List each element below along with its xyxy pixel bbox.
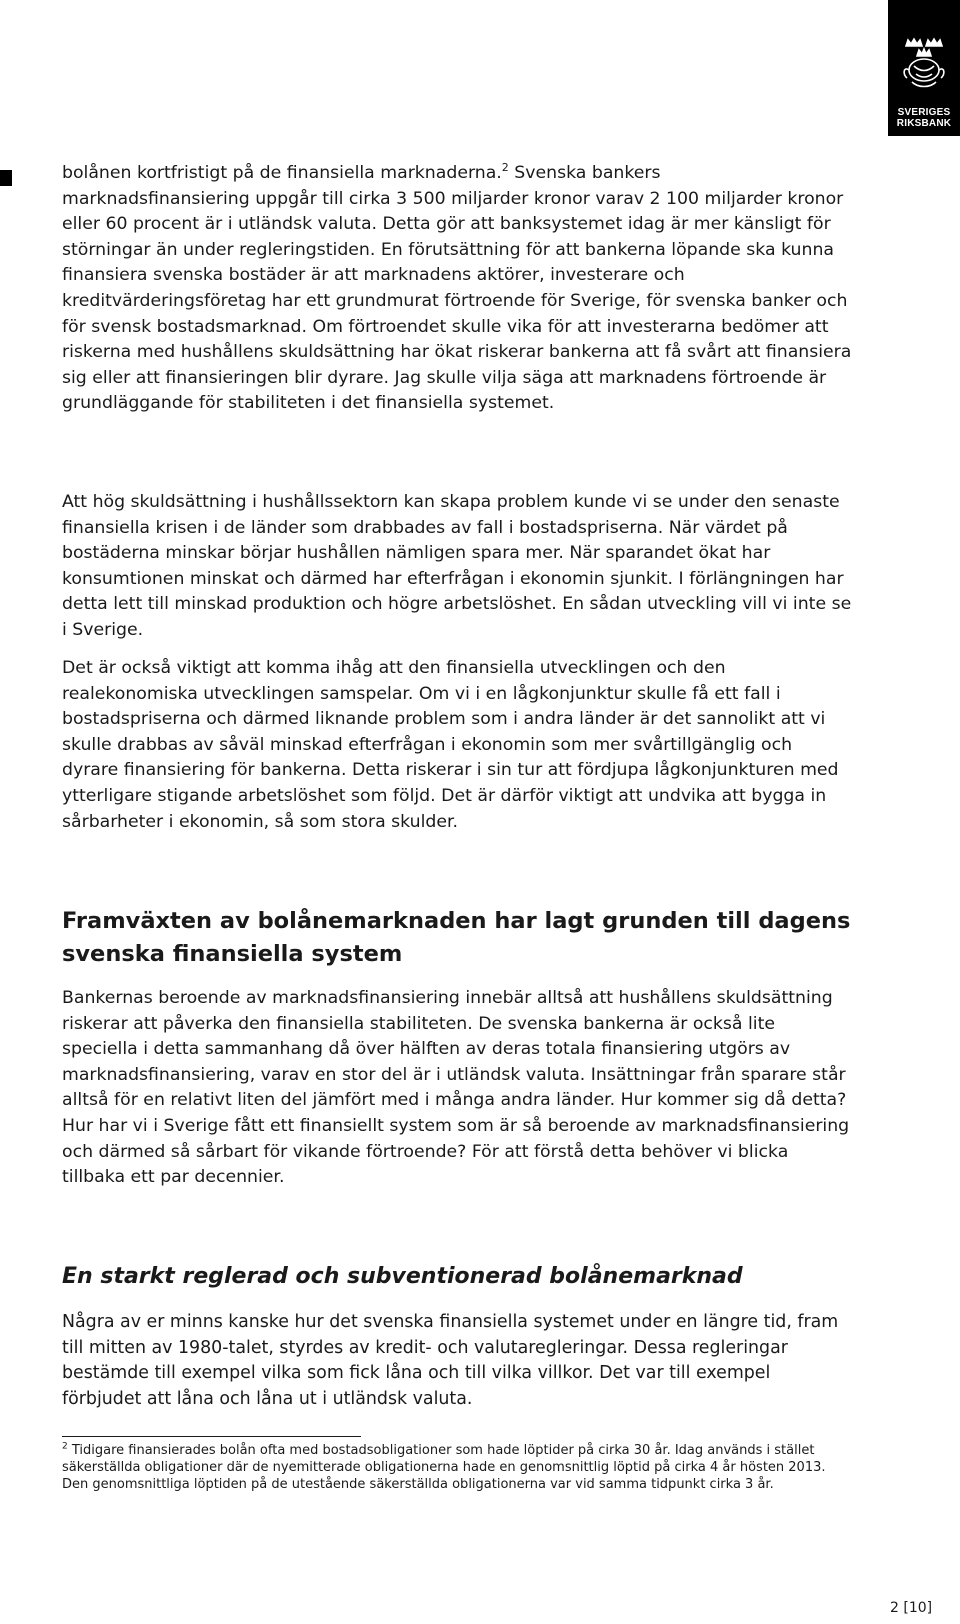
paragraph-5: Några av er minns kanske hur det svenska finansiella systemet under en längre tid, fram till mitten av 1980-talet, styrdes av kredit- och valutaregleringar. Dessa regleringar bestämde till exempel vilka som fick låna och till vilka villkor. Det var till exempel förbjudet att låna och låna ut i utländsk valuta.: [62, 1312, 839, 1409]
page-number: 2 [10]: [890, 1600, 933, 1616]
paragraph-2: Att hög skuldsättning i hushållssektorn kan skapa problem kunde vi se under den senaste finansiella krisen i de länder som drabbades av fall i bostadspriserna. När värdet på bostäderna minskar börjar hushållen nämligen spara mer. När sparandet ökat har konsumtionen minskat och därmed har efterfrågan i ekonomin sjunkit. I förlängningen har detta lett till minskad produktion och högre arbetslöshet. En sådan utveckling vill vi inte se i Sverige.: [62, 492, 852, 640]
logo-text-riksbank: RIKSBANK: [896, 118, 952, 129]
logo-text-sveriges: SVERIGES: [897, 107, 951, 118]
footnote: [62, 1442, 852, 1494]
footnote-number: 2: [62, 1441, 68, 1452]
paragraph-4: Bankernas beroende av marknadsfinansiering innebär alltså att hushållens skuldsättning riskerar att påverka den finansiella stabiliteten. De svenska bankerna är också lite speciella i detta sammanhang då över hälften av deras totala finansiering utgörs av marknadsfinansiering, varav en stor del är i utländsk valuta. Insättningar från sparare står alltså för en relativt liten del jämfört med i många andra länder. Hur kommer sig då detta? Hur har vi i Sverige fått ett finansiellt system som är så beroende av marknadsfinansiering och därmed så sårbart för vikande förtroende? För att förstå detta behöver vi blicka tillbaka ett par decennier.: [62, 988, 850, 1188]
subsection-heading: En starkt reglerad och subventionerad bolånemarknad: [62, 1264, 743, 1289]
paragraph-1: bolånen kortfristigt på de finansiella marknaderna.$^2$ Svenska bankers marknadsfinansiering uppgår till cirka 3 500 miljarder kronor varav 2 100 miljarder kronor eller 60 procent är i utländsk valuta. Detta gör att banksystemet idag är mer känsligt för störningar än under regleringstiden. En förutsättning för att bankerna löpande ska kunna finansiera svenska bostäder är att marknadens aktörer, investerare och kreditvärderingsföretag har ett grundmurat förtroende för Sverige, för svenska banker och för svensk bostadsmarknad. Om förtroendet skulle vika för att investerarna bedömer att riskerna med hushållens skuldsättning har ökat riskerar bankerna att få svårt att finansiera sig eller att finansieringen blir dyrare. Jag skulle vilja säga att marknadens förtroende är grundläggande för stabiliteten i det finansiella systemet.: [62, 161, 852, 414]
riksbank-logo: [888, 0, 960, 136]
footnote-reference: 2: [501, 161, 509, 175]
footnote-text: Tidigare finansierades bolån ofta med bostadsobligationer som hade löptider på cirka 30 år. Idag används i stället säkerställda obligationer där de nyemitterade obligationerna hade en genomsnittlig löptid på cirka 4 år hösten 2013. Den genomsnittliga löptiden på de utestående säkerställda obligationerna var vid samma tidpunkt cirka 3 år.: [62, 1443, 826, 1493]
crown-crest-icon: [898, 36, 950, 100]
bullet-marker: [0, 170, 12, 186]
footnote-divider: [62, 1436, 361, 1437]
section-heading: Framväxten av bolånemarknaden har lagt grunden till dagens svenska finansiella system: [62, 908, 851, 967]
paragraph-3: Det är också viktigt att komma ihåg att den finansiella utvecklingen och den realekonomiska utvecklingen samspelar. Om vi i en lågkonjunktur skulle få ett fall i bostadspriserna och därmed liknande problem som i andra länder är det sannolikt att vi skulle drabbas av såväl minskad efterfrågan i ekonomin som mer svårtillgänglig och dyrare finansiering för bankerna. Detta riskerar i sin tur att fördjupa lågkonjunkturen med ytterligare stigande arbetslöshet som följd. Det är därför viktigt att undvika att bygga in sårbarheter i ekonomin, så som stora skulder.: [62, 658, 839, 832]
